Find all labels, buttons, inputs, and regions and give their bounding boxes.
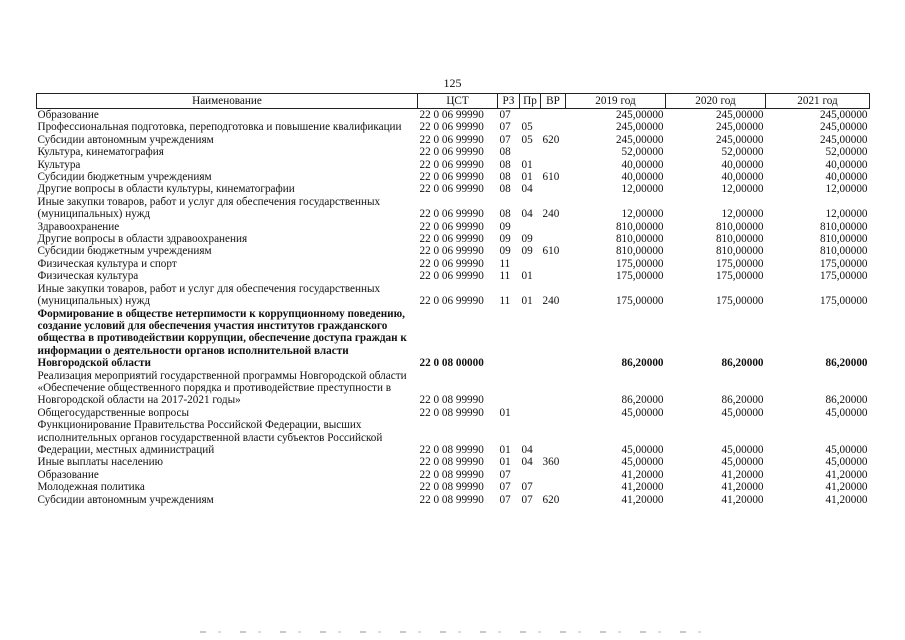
cell-name: Субсидии автономным учреждениям (37, 133, 214, 146)
header-rz: РЗ (498, 94, 520, 109)
cell-name: Реализация мероприятий государственной программы Новгородской области «Обеспечение общественного порядка и противодействие преступности в Новгородской области на 2017-2021 годы» (37, 369, 407, 407)
cell-2020: 45,00000 (721, 406, 764, 419)
table-row (37, 270, 870, 282)
cell-rz: 08 (499, 183, 511, 196)
cell-2021: 175,00000 (819, 257, 868, 270)
cell-2020: 41,20000 (721, 481, 764, 494)
header-pr: Пр (520, 94, 541, 109)
cell-2021: 40,00000 (825, 158, 868, 171)
cell-2021: 41,20000 (825, 481, 868, 494)
cell-vr (541, 109, 566, 122)
cell-cst: 22 0 06 99990 (419, 121, 484, 134)
cell-2019: 245,00000 (615, 133, 664, 146)
cell-pr: 01 (521, 171, 533, 184)
table-row (37, 419, 870, 456)
cell-2019: 86,20000 (621, 394, 664, 407)
table-row (37, 258, 870, 270)
cell-name: Культура (37, 158, 81, 171)
cell-rz: 01 (499, 406, 511, 419)
cell-cst: 22 0 06 99990 (419, 183, 484, 196)
cell-pr: 04 (521, 208, 533, 221)
table-row (37, 370, 870, 407)
cell-cst: 22 0 06 99990 (419, 245, 484, 258)
cell-rz: 08 (499, 171, 511, 184)
cell-rz: 11 (499, 257, 511, 270)
table-row (37, 183, 870, 195)
cell-cst: 22 0 06 99990 (419, 146, 484, 159)
cell-2020: 45,00000 (721, 443, 764, 456)
scan-artifact (200, 631, 720, 633)
cell-2019: 45,00000 (621, 443, 664, 456)
cell-2020: 810,00000 (715, 245, 764, 258)
cell-cst: 22 0 06 99990 (419, 220, 484, 233)
cell-2019: 810,00000 (615, 220, 664, 233)
header-name: Наименование (37, 94, 418, 109)
cell-2020: 86,20000 (721, 394, 764, 407)
table-row (37, 171, 870, 183)
cell-2021: 41,20000 (825, 468, 868, 481)
cell-2019: 810,00000 (615, 245, 664, 258)
cell-pr: 04 (521, 456, 533, 469)
cell-cst: 22 0 06 99990 (419, 295, 484, 308)
cell-cst: 22 0 06 99990 (419, 233, 484, 246)
cell-2019: 41,20000 (621, 481, 664, 494)
cell-vr (541, 233, 566, 245)
cell-2020: 40,00000 (721, 171, 764, 184)
cell-2019: 175,00000 (615, 270, 664, 283)
cell-rz: 08 (499, 146, 511, 159)
cell-2020: 12,00000 (721, 183, 764, 196)
cell-2019: 41,20000 (621, 468, 664, 481)
table-row (37, 221, 870, 233)
cell-2021: 12,00000 (825, 183, 868, 196)
cell-name: Культура, кинематография (37, 146, 164, 159)
cell-name: Физическая культура и спорт (37, 257, 177, 270)
cell-pr: 04 (521, 183, 533, 196)
cell-rz: 01 (499, 456, 511, 469)
table-row (37, 407, 870, 419)
cell-cst: 22 0 08 99990 (419, 456, 484, 469)
cell-name: Другие вопросы в области здравоохранения (37, 233, 248, 246)
cell-vr (541, 258, 566, 270)
cell-rz: 07 (499, 109, 511, 121)
cell-rz (498, 308, 520, 370)
table-header-row (37, 94, 870, 109)
cell-cst: 22 0 08 99990 (419, 406, 484, 419)
cell-rz (498, 370, 520, 407)
cell-name: Образование (37, 468, 99, 481)
cell-2020: 52,00000 (721, 146, 764, 159)
table-row (37, 109, 870, 122)
cell-name: Физическая культура (37, 270, 139, 283)
cell-2021: 175,00000 (819, 270, 868, 283)
cell-2019: 45,00000 (621, 406, 664, 419)
table-row (37, 159, 870, 171)
cell-2021: 12,00000 (825, 208, 868, 221)
cell-pr (520, 308, 541, 370)
cell-2019: 245,00000 (615, 109, 664, 121)
cell-cst: 22 0 08 99990 (419, 481, 484, 494)
cell-vr (541, 370, 566, 407)
cell-2019: 175,00000 (615, 295, 664, 308)
budget-table (36, 93, 870, 506)
table-row (37, 196, 870, 221)
table-row (37, 283, 870, 308)
cell-vr (541, 183, 566, 195)
cell-2021: 810,00000 (819, 233, 868, 246)
cell-name: Субсидии автономным учреждениям (37, 493, 214, 506)
cell-2021: 810,00000 (819, 245, 868, 258)
cell-2021: 45,00000 (825, 443, 868, 456)
cell-2020: 810,00000 (715, 233, 764, 246)
cell-pr (520, 469, 541, 481)
table-row (37, 481, 870, 493)
header-2020: 2020 год (666, 94, 766, 109)
cell-pr: 07 (521, 481, 533, 494)
cell-2019: 12,00000 (621, 208, 664, 221)
table-row (37, 233, 870, 245)
cell-2021: 175,00000 (819, 295, 868, 308)
cell-2019: 41,20000 (621, 493, 664, 506)
cell-vr (541, 419, 566, 456)
cell-pr: 09 (521, 233, 533, 246)
cell-rz: 08 (499, 158, 511, 171)
cell-2020: 45,00000 (721, 456, 764, 469)
cell-rz: 09 (499, 233, 511, 246)
cell-2019: 12,00000 (621, 183, 664, 196)
cell-name: Функционирование Правительства Российской Федерации, высших исполнительных органов государственной власти субъектов Российской Федерации, местных администраций (37, 419, 383, 456)
cell-pr (520, 407, 541, 419)
cell-rz: 09 (499, 220, 511, 233)
table-row (37, 469, 870, 481)
cell-rz: 07 (499, 493, 511, 506)
cell-vr (541, 481, 566, 493)
table-row (37, 134, 870, 146)
cell-2021: 45,00000 (825, 456, 868, 469)
header-2019: 2019 год (566, 94, 666, 109)
cell-2021: 41,20000 (825, 493, 868, 506)
page-number: 125 (443, 76, 462, 90)
cell-2020: 12,00000 (721, 208, 764, 221)
cell-vr: 620 (542, 133, 560, 146)
cell-vr (541, 159, 566, 171)
cell-pr (520, 109, 541, 122)
cell-name: Другие вопросы в области культуры, кинематографии (37, 183, 295, 196)
cell-cst: 22 0 08 99990 (419, 493, 484, 506)
cell-2020: 810,00000 (715, 220, 764, 233)
table-row (37, 308, 870, 370)
cell-rz: 01 (499, 443, 511, 456)
cell-2021: 40,00000 (825, 171, 868, 184)
cell-vr (541, 308, 566, 370)
cell-2020: 175,00000 (715, 295, 764, 308)
cell-cst: 22 0 08 00000 (419, 357, 484, 370)
cell-vr: 240 (542, 295, 560, 308)
cell-pr: 05 (521, 121, 533, 134)
cell-2021: 52,00000 (825, 146, 868, 159)
cell-cst: 22 0 06 99990 (419, 158, 484, 171)
cell-pr (520, 370, 541, 407)
cell-vr (541, 146, 566, 158)
cell-pr (520, 146, 541, 158)
cell-pr: 01 (521, 295, 533, 308)
cell-name: Здравоохранение (37, 220, 120, 233)
cell-2020: 40,00000 (721, 158, 764, 171)
header-2021: 2021 год (766, 94, 870, 109)
header-vr: ВР (541, 94, 566, 109)
cell-2021: 86,20000 (825, 394, 868, 407)
cell-2020: 41,20000 (721, 493, 764, 506)
cell-name: Молодежная политика (37, 481, 145, 494)
cell-vr: 610 (542, 245, 560, 258)
cell-2021: 245,00000 (819, 133, 868, 146)
cell-rz: 07 (499, 468, 511, 481)
cell-2020: 245,00000 (715, 121, 764, 134)
cell-cst: 22 0 06 99990 (419, 109, 484, 121)
cell-2019: 175,00000 (615, 257, 664, 270)
cell-2021: 245,00000 (819, 109, 868, 121)
cell-rz: 07 (499, 481, 511, 494)
cell-vr: 610 (542, 171, 560, 184)
cell-pr (520, 258, 541, 270)
cell-cst: 22 0 08 99990 (419, 468, 484, 481)
cell-cst: 22 0 06 99990 (419, 270, 484, 283)
table-row (37, 245, 870, 257)
cell-rz: 07 (499, 121, 511, 134)
cell-name: Общегосударственные вопросы (37, 406, 190, 419)
table-row (37, 121, 870, 133)
cell-vr (541, 121, 566, 133)
cell-pr: 01 (521, 158, 533, 171)
cell-2020: 86,20000 (721, 357, 764, 370)
cell-cst: 22 0 08 99990 (419, 394, 484, 407)
cell-2019: 810,00000 (615, 233, 664, 246)
cell-2019: 245,00000 (615, 121, 664, 134)
cell-pr: 07 (521, 493, 533, 506)
cell-name: Профессиональная подготовка, переподготовка и повышение квалификации (37, 121, 402, 134)
cell-2020: 245,00000 (715, 109, 764, 121)
cell-cst: 22 0 06 99990 (419, 208, 484, 221)
cell-pr: 04 (521, 443, 533, 456)
header-cst: ЦСТ (418, 94, 498, 109)
cell-2021: 45,00000 (825, 406, 868, 419)
cell-pr: 01 (521, 270, 533, 283)
cell-cst: 22 0 06 99990 (419, 257, 484, 270)
table-row (37, 146, 870, 158)
cell-2021: 86,20000 (825, 357, 868, 370)
cell-rz: 11 (499, 295, 511, 308)
cell-rz: 09 (499, 245, 511, 258)
cell-2019: 45,00000 (621, 456, 664, 469)
cell-2021: 810,00000 (819, 220, 868, 233)
cell-pr: 05 (521, 133, 533, 146)
cell-pr (520, 221, 541, 233)
table-body (37, 109, 870, 507)
cell-vr (541, 221, 566, 233)
cell-name: Иные закупки товаров, работ и услуг для обеспечения государственных (муниципальных) нужд (37, 282, 381, 308)
cell-2020: 175,00000 (715, 257, 764, 270)
table-row (37, 494, 870, 506)
cell-2021: 245,00000 (819, 121, 868, 134)
cell-name: Иные закупки товаров, работ и услуг для обеспечения государственных (муниципальных) нужд (37, 195, 381, 221)
cell-rz: 07 (499, 133, 511, 146)
cell-2019: 40,00000 (621, 171, 664, 184)
cell-vr: 620 (542, 493, 560, 506)
cell-rz: 08 (499, 208, 511, 221)
table-row (37, 456, 870, 468)
cell-cst: 22 0 08 99990 (419, 443, 484, 456)
cell-name: Формирование в обществе нетерпимости к коррупционному поведению, создание условий для обеспечения участия институтов гражданского общества в противодействии коррупции, обеспечение доступа граждан к информации о деятельности органов исполнительной власти Новгородской области (37, 307, 407, 370)
cell-name: Образование (37, 109, 99, 121)
cell-rz: 11 (499, 270, 511, 283)
cell-cst: 22 0 06 99990 (419, 133, 484, 146)
cell-name: Субсидии бюджетным учреждениям (37, 245, 212, 258)
cell-vr (541, 270, 566, 282)
cell-vr: 360 (542, 456, 560, 469)
cell-2019: 40,00000 (621, 158, 664, 171)
cell-vr: 240 (542, 208, 560, 221)
cell-2020: 41,20000 (721, 468, 764, 481)
cell-2020: 245,00000 (715, 133, 764, 146)
cell-cst: 22 0 06 99990 (419, 171, 484, 184)
cell-vr (541, 469, 566, 481)
cell-2019: 86,20000 (621, 357, 664, 370)
cell-name: Иные выплаты населению (37, 456, 163, 469)
cell-name: Субсидии бюджетным учреждениям (37, 171, 212, 184)
cell-pr: 09 (521, 245, 533, 258)
cell-2019: 52,00000 (621, 146, 664, 159)
cell-2020: 175,00000 (715, 270, 764, 283)
cell-vr (541, 407, 566, 419)
